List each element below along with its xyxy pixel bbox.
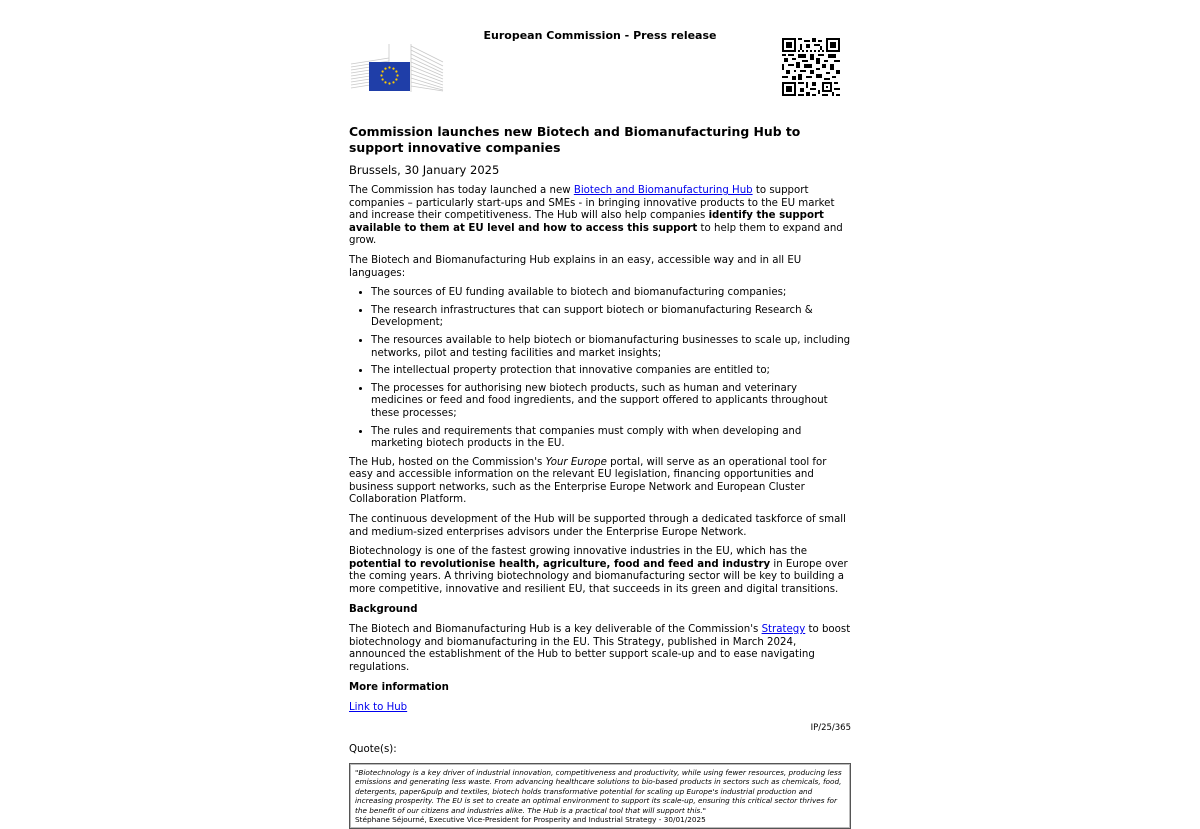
hub-link[interactable]: Biotech and Biomanufacturing Hub <box>573 185 753 196</box>
press-release-label: European Commission - Press release <box>483 29 717 42</box>
press-release-header <box>349 28 851 116</box>
hub-paragraph <box>349 457 851 507</box>
intro-text: to help them to expand and grow. <box>349 222 843 247</box>
biotech-paragraph <box>349 546 851 596</box>
intro-text: The Commission has today launched a new <box>349 185 574 196</box>
list-item: • The sources of EU funding available to biotech and biomanufacturing companies; <box>371 287 851 300</box>
eu-commission-logo-icon <box>349 42 445 92</box>
list-item: • The research infrastructures that can support biotech or biomanufacturing Research & Development; <box>371 305 851 330</box>
article-title: Commission launches new Biotech and Biomanufacturing Hub to support innovative companies <box>349 124 801 155</box>
strategy-link[interactable]: Strategy <box>761 624 806 636</box>
development-paragraph: The continuous development of the Hub will be supported through a dedicated taskforce of small and medium-sized enterprises advisors under the Enterprise Europe Network. <box>349 514 846 538</box>
list-item: • The rules and requirements that companies must comply with when developing and marketing biotech products in the EU. <box>371 426 851 451</box>
biotech-emphasis: potential to revolutionise health, agriculture, food and feed and industry <box>349 558 771 570</box>
biotech-text: Biotechnology is one of the fastest growing innovative industries in the EU, which has the <box>349 546 808 558</box>
hub-text: portal, will serve as an operational tool for easy and accessible information on the relevant EU legislation, financing opportunities and business support networks, such as the Enterprise Europe Network and European Cluster Collaboration Platform. <box>349 456 827 506</box>
hub-features-list <box>349 287 851 451</box>
list-item: • The processes for authorising new biotech products, such as human and veterinary medicines or feed and food ingredients, and the support offered to applicants throughout these processes; <box>371 383 851 421</box>
quotes-label: Quote(s): <box>349 744 397 756</box>
hub-text: The Hub, hosted on the Commission's <box>349 456 546 468</box>
more-info-paragraph <box>349 702 851 715</box>
biotech-text: in Europe over the coming years. A thriving biotechnology and biomanufacturing sector will be key to building a more competitive, innovative and resilient EU, that succeeds in its green and digital transitions. <box>349 558 848 596</box>
quote-attribution: Stéphane Séjourné, Executive Vice-President for Prosperity and Industrial Strategy - 30/01/2025 <box>355 815 706 824</box>
intro-text: to support companies – particularly start-ups and SMEs - in bringing innovative products to the EU market and increase their competitiveness. The Hub will also help companies <box>349 185 835 222</box>
your-europe-text: Your Europe <box>545 456 607 468</box>
background-heading: Background <box>349 603 418 615</box>
quote-text: "Biotechnology is a key driver of industrial innovation, competitiveness and productivity, while using fewer resources, producing less emissions and generating less waste. From advancing healthcare solutions to bio-based products in sectors such as chemicals, food, detergents, paper&pulp and textiles, biotech holds transformative potential for scaling up Europe's industrial production and increasing prosperity. The EU is set to create an optimal environment to support its scale-up, ensuring this critical sector thrives for the benefit of our citizens and industries alike. The Hub is a practical tool that will support this." <box>355 767 842 815</box>
background-text: The Biotech and Biomanufacturing Hub is a key deliverable of the Commission's <box>349 624 762 636</box>
press-release-page <box>349 28 851 829</box>
more-info-heading: More information <box>349 681 449 693</box>
list-item: • The resources available to help biotech or biomanufacturing businesses to scale up, including networks, pilot and testing facilities and market insights; <box>371 335 851 360</box>
link-to-hub[interactable]: Link to Hub <box>349 702 408 714</box>
article-dateline: Brussels, 30 January 2025 <box>349 163 500 177</box>
press-release-reference: IP/25/365 <box>810 722 851 733</box>
background-paragraph <box>349 624 851 674</box>
intro-paragraph <box>349 185 851 248</box>
qr-code-icon[interactable] <box>782 38 840 96</box>
list-intro: The Biotech and Biomanufacturing Hub explains in an easy, accessible way and in all EU languages: <box>349 254 802 279</box>
intro-emphasis: identify the support available to them at EU level and how to access this support <box>349 210 824 234</box>
list-item: • The intellectual property protection that innovative companies are entitled to; <box>371 365 851 378</box>
quote-box <box>349 763 851 829</box>
background-text: to boost biotechnology and biomanufacturing in the EU. This Strategy, published in March 2024, announced the establishment of the Hub to better support scale-up and to ease navigating regulations. <box>349 624 851 673</box>
